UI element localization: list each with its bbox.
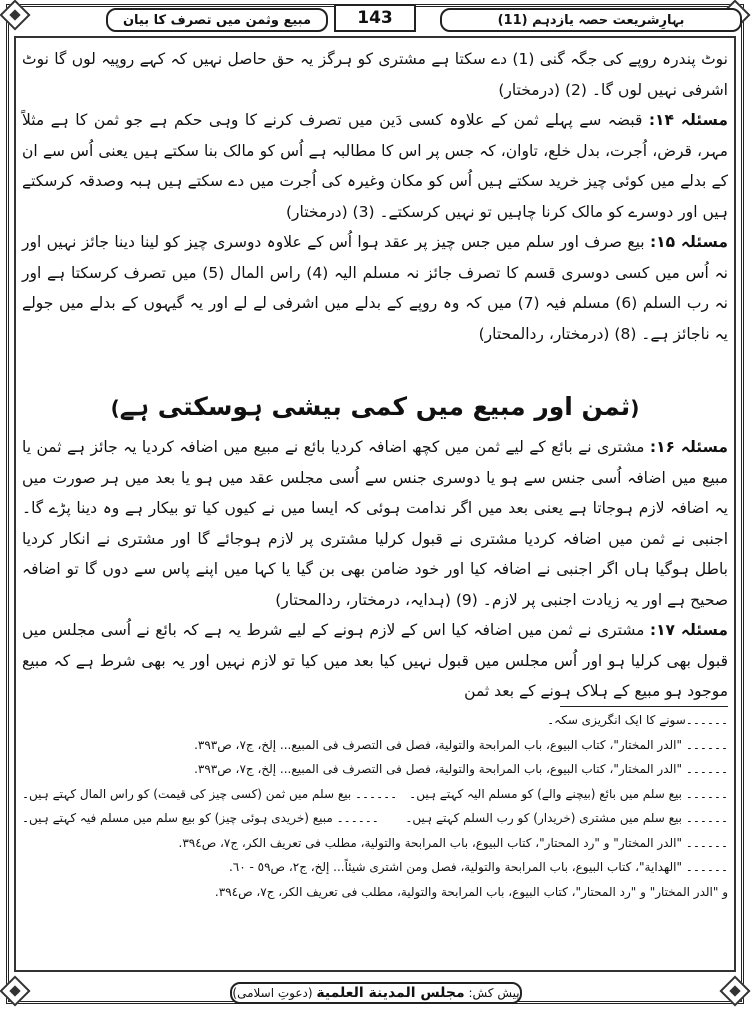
- masala-15-text: بیع صرف اور سلم میں جس چیز پر عقد ہوا اُس کے علاوہ دوسری چیز کو لینا دینا جائز نہیں اور نہ اُس میں کسی دوسری قسم کا تصرف جائز نہ مسلم الیہ (4) راس المال (5) میں تصرف کرسکتا ہے اور نہ رب السلم (6) مسلم فیہ (7) میں کہ وہ روپے کے بدلے میں اشرفی لے لے اور یہ گیہوں کے بدلے میں جولے یہ ناجائز ہے۔ (8) (درمختار، ردالمحتار): [22, 233, 729, 343]
- footnote-4: ۔۔۔۔۔۔ بیع سلم میں بائع (بیچنے والے) کو مسلم الیہ کہتے ہیں۔: [409, 786, 728, 801]
- section-heading-text: ثمن اور مبیع میں کمی بیشی ہوسکتی ہے: [119, 392, 631, 421]
- footer-publisher: مجلس المدینة العلمیة: [316, 985, 465, 1001]
- masala-17-label: مسئلہ ۱۷:: [649, 621, 728, 639]
- header-book-title: [440, 8, 742, 32]
- main-content: [22, 44, 728, 349]
- footnote-7: ۔۔۔۔۔۔ مبیع (خریدی ہوئی چیز) کو بیع سلم میں مسلم فیہ کہتے ہیں۔: [22, 811, 379, 825]
- footnote-6: ۔۔۔۔۔۔ بیع سلم میں مشتری (خریدار) کو رب السلم کہتے ہیں۔: [405, 811, 728, 825]
- masala-16-text: مشتری نے بائع کے لیے ثمن میں کچھ اضافہ کردیا بائع نے مبیع میں اضافہ کردیا یہ جائز ہے ثمن یا مبیع میں اضافہ اُسی جنس سے ہو یا دوسری جنس سے اُسی مجلس عقد میں ہو یا بعد میں ہر صورت میں یہ اضافہ لازم ہوجاتا ہے یعنی بعد میں اگر ندامت ہوئی کہ ایسا میں نے کیوں کیا تو بیکار ہے وہ دینا پڑے گا۔ اجنبی نے ثمن میں اضافہ کردیا مشتری نے قبول کرلیا مشتری پر لازم ہوجائے گا اور مشتری نے انکار کردیا باطل ہوگیا ہاں اگر اجنبی نے اضافہ کیا اور خود ضامن بھی بن گیا یا کہا میں اپنے پاس سے دوں گا تو اضافہ صحیح ہے اور یہ زیادت اجنبی پر لازم۔ (9) (ہدایہ، درمختار، ردالمحتار): [22, 438, 728, 609]
- book-title-text: بہارِشریعت حصہ یازدہم (11): [497, 12, 685, 28]
- masala-14-text: قبضہ سے پہلے ثمن کے علاوہ کسی دَین میں تصرف کرنے کا وہی حکم ہے جو ثمن کا ہے مثلاً مہر، قرض، اُجرت، بدل خلع، تاوان، کہ جس پر اس کا مطالبہ ہے اُس کو مالک بنا سکتے ہیں یعنی اُس سے ان کے بدلے میں کوئی چیز خرید سکتے ہیں اُس کو مکان وغیرہ کی اُجرت میں دے سکتے ہیں ہبہ وصدقہ کرسکتے ہیں اور دوسرے کو مالک کرنا چاہیں تو نہیں کرسکتے۔ (3) (درمختار): [22, 111, 728, 221]
- masala-15: [22, 227, 728, 349]
- footnote-10: و "الدر المختار" و "رد المحتار"، کتاب البیوع، باب المرابحة والتولیة، مطلب فی تعریف الکر، ج٧، ص٣٩٤.: [214, 884, 728, 899]
- section-heading: (ثمن اور مبیع میں کمی بیشی ہوسکتی ہے): [110, 392, 640, 421]
- footer-publisher-box: [230, 982, 522, 1004]
- masala-17: [22, 615, 728, 707]
- footnote-3: ۔۔۔۔۔۔ "الدر المختار"، کتاب البیوع، باب المرابحة والتولیة، فصل فی التصرف فی المبیع... إلخ، ج٧، ص٣٩٣.: [194, 762, 728, 776]
- footnote-2: ۔۔۔۔۔۔ "الدر المختار"، کتاب البیوع، باب المرابحة والتولیة، فصل فی التصرف فی المبیع... إلخ، ج٧، ص٣٩٣.: [194, 737, 728, 752]
- footnote-5: ۔۔۔۔۔۔ بیع سلم میں ثمن (کسی چیز کی قیمت) کو راس المال کہتے ہیں۔: [22, 786, 398, 801]
- masala-16-label: مسئلہ ۱۶:: [649, 438, 728, 456]
- masala-14-label: مسئلہ ۱۴:: [648, 111, 728, 129]
- chapter-title-text: مبیع وثمن میں تصرف کا بیان: [122, 12, 312, 28]
- footnote-row-6-7: [22, 806, 728, 831]
- footnote-9: ۔۔۔۔۔۔ "الهدایة"، کتاب البیوع، باب المرابحة والتولیة، فصل ومن اشتری شیئاً... إلخ، ج٢، ص٥٩ - ٦٠.: [228, 860, 728, 874]
- footnote-row-4-5: [22, 782, 728, 807]
- paragraph-continuation: نوٹ پندرہ روپے کی جگہ گنی (1) دے سکتا ہے مشتری کو ہرگز یہ حق حاصل نہیں کہ کہے روپیہ لوں گا نوٹ اشرفی نہیں لوں گا۔ (2) (درمختار): [22, 50, 728, 99]
- masala-14: [22, 105, 728, 227]
- page-number: 143: [334, 4, 416, 32]
- main-content-2: [22, 432, 728, 707]
- masala-16: [22, 432, 728, 615]
- footer-suffix: (دعوتِ اسلامی): [232, 986, 313, 1000]
- footnote-8: ۔۔۔۔۔۔ "الدر المختار" و "رد المحتار"، کتاب البیوع، باب المرابحة والتولیة، مطلب فی تعریف الکر، ج٧، ص٣٩٤.: [178, 835, 728, 850]
- masala-17-text: مشتری نے ثمن میں اضافہ کیا اس کے لازم ہونے کے لیے شرط یہ ہے کہ بائع نے اُسی مجلس میں قبول بھی کرلیا ہو اور اُس مجلس میں قبول نہیں کیا بعد میں کیا تو لازم نہیں اور یہ بھی شرط ہے کہ مبیع موجود ہو مبیع کے ہلاک ہونے کے بعد ثمن: [22, 621, 728, 700]
- footnotes: [22, 708, 728, 904]
- footer-prefix: پیش کش:: [468, 986, 520, 1000]
- footnote-1: ۔۔۔۔۔۔سونے کا ایک انگریزی سکہ۔: [547, 713, 728, 727]
- masala-15-label: مسئلہ ۱۵:: [649, 233, 728, 251]
- header-chapter-title: [106, 8, 328, 32]
- footnote-separator: [560, 706, 728, 707]
